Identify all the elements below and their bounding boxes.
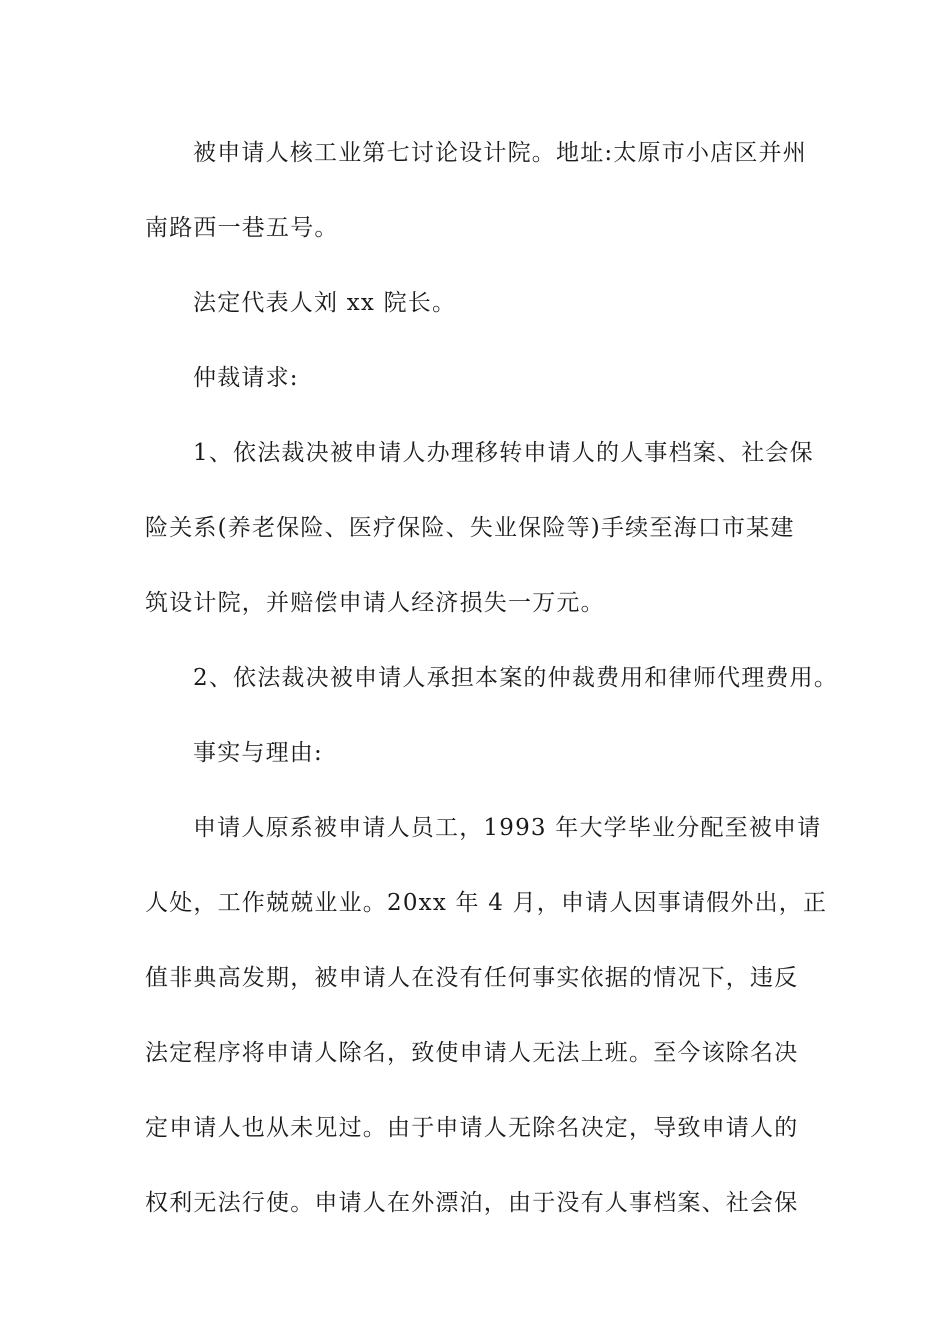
text-line: 南路西一巷五号。 bbox=[145, 215, 339, 241]
text-line: 仲裁请求: bbox=[193, 365, 299, 391]
text-line: 申请人原系被申请人员工，1993 年大学毕业分配至被申请 bbox=[193, 815, 822, 841]
text-line: 法定代表人刘 xx 院长。 bbox=[193, 290, 457, 316]
text-line: 值非典高发期，被申请人在没有任何事实依据的情况下，违反 bbox=[145, 965, 799, 991]
text-line: 事实与理由: bbox=[193, 740, 323, 766]
text-line: 险关系(养老保险、医疗保险、失业保险等)手续至海口市某建 bbox=[145, 515, 795, 541]
text-line: 2、依法裁决被申请人承担本案的仲裁费用和律师代理费用。 bbox=[193, 665, 839, 691]
text-line: 定申请人也从未见过。由于申请人无除名决定，导致申请人的 bbox=[145, 1115, 799, 1141]
text-line: 人处，工作兢兢业业。20xx 年 4 月，申请人因事请假外出，正 bbox=[145, 890, 828, 916]
text-line: 筑设计院，并赔偿申请人经济损失一万元。 bbox=[145, 590, 605, 616]
text-line: 被申请人核工业第七讨论设计院。地址:太原市小店区并州 bbox=[193, 140, 807, 166]
text-line: 权利无法行使。申请人在外漂泊，由于没有人事档案、社会保 bbox=[145, 1190, 799, 1216]
text-line: 法定程序将申请人除名，致使申请人无法上班。至今该除名决 bbox=[145, 1040, 799, 1066]
text-line: 1、依法裁决被申请人办理移转申请人的人事档案、社会保 bbox=[193, 440, 814, 466]
